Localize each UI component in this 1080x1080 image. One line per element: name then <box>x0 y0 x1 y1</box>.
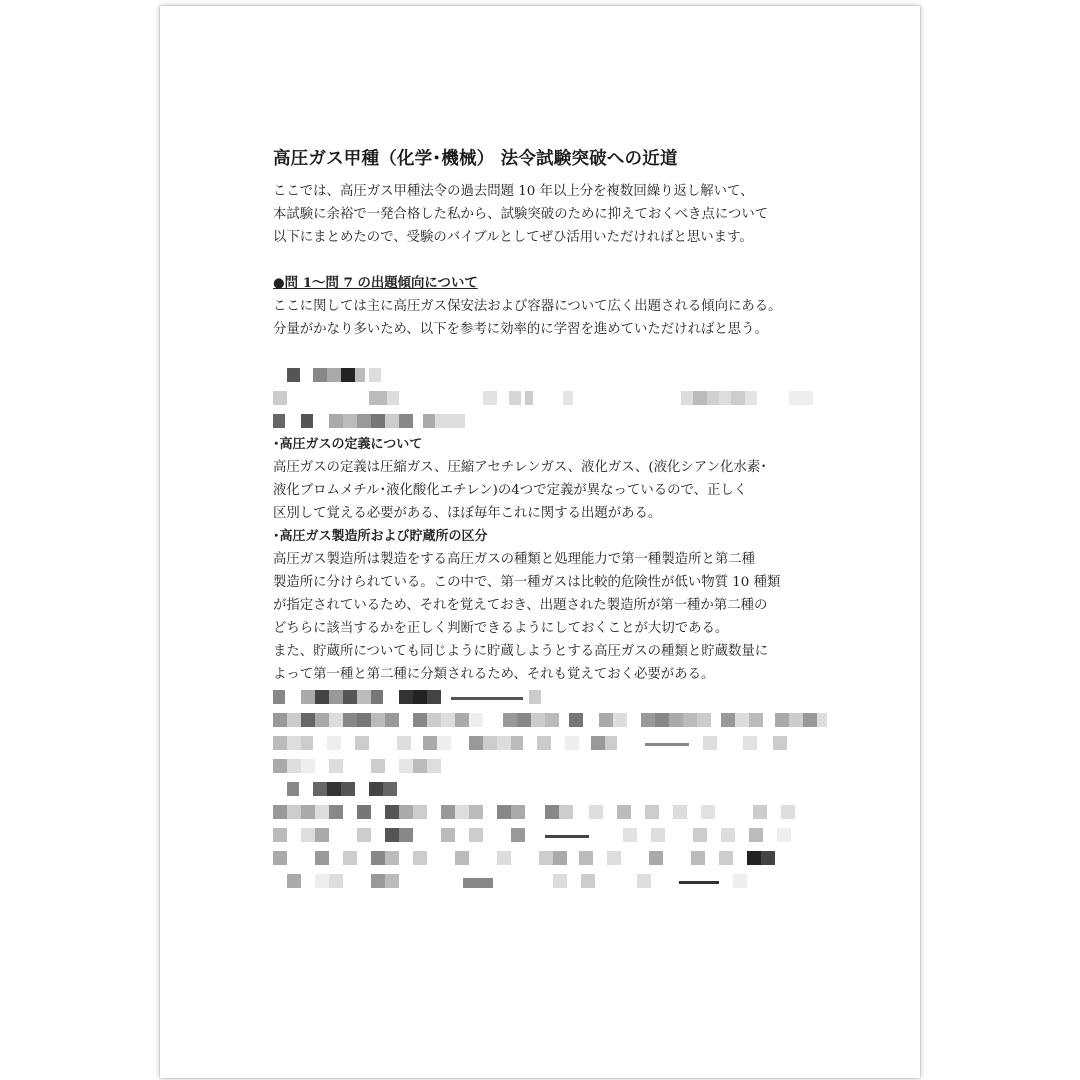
intro-line: 本試験に余裕で一発合格した私から、試験突破のために抑えておくべき点について <box>273 207 769 222</box>
document-body <box>273 145 813 893</box>
topic-line: 区別して覚える必要がある、ほぼ毎年これに関する出題がある。 <box>273 506 662 521</box>
intro-line: 以下にまとめたので、受験のバイブルとしてぜひ活用いただければと思います。 <box>273 230 753 245</box>
redacted-line <box>273 387 833 410</box>
section-line: 分量がかなり多いため、以下を参考に効率的に学習を進めていただければと思う。 <box>273 322 768 337</box>
section-heading: ●問 1～問 7 の出題傾向について <box>273 275 478 291</box>
redacted-block <box>273 686 813 893</box>
document-page <box>160 6 920 1078</box>
section-line: ここに関しては主に高圧ガス保安法および容器について広く出題される傾向にある。 <box>273 299 782 314</box>
intro-paragraph <box>273 180 813 249</box>
topic-heading: ･高圧ガス製造所および貯蔵所の区分 <box>273 529 488 544</box>
topic-line: よって第一種と第二種に分類されるため、それも覚えておく必要がある。 <box>273 667 715 682</box>
blank-line <box>273 341 813 364</box>
redacted-line <box>273 755 833 778</box>
redacted-line <box>273 732 833 755</box>
topic-line: 製造所に分けられている。この中で、第一種ガスは比較的危険性が低い物質 10 種類 <box>273 575 781 590</box>
topic-heading: ･高圧ガスの定義について <box>273 437 423 452</box>
topic-line: どちらに該当するかを正しく判断できるようにしておくことが大切である。 <box>273 621 729 636</box>
redacted-line <box>273 824 833 847</box>
redacted-block <box>273 364 813 433</box>
topic-line: 液化ブロムメチル･液化酸化エチレン)の4つで定義が異なっているので、正しく <box>273 483 748 498</box>
topic-line: 高圧ガスの定義は圧縮ガス、圧縮アセチレンガス、液化ガス、(液化シアン化水素･ <box>273 460 767 475</box>
redacted-line <box>273 778 833 801</box>
intro-line: ここでは、高圧ガス甲種法令の過去問題 10 年以上分を複数回繰り返し解いて、 <box>273 184 754 199</box>
document-title: 高圧ガス甲種（化学･機械） 法令試験突破への近道 <box>273 149 678 169</box>
topic-high-pressure-gas-definition <box>273 433 813 525</box>
redacted-line <box>273 847 833 870</box>
redacted-line <box>273 709 833 732</box>
redacted-line <box>273 364 833 387</box>
redacted-line <box>273 870 833 893</box>
section-questions-1-7 <box>273 272 813 341</box>
redacted-line <box>273 801 833 824</box>
topic-line: 高圧ガス製造所は製造をする高圧ガスの種類と処理能力で第一種製造所と第二種 <box>273 552 756 567</box>
blank-line <box>273 249 813 272</box>
redacted-line <box>273 410 833 433</box>
redacted-line <box>273 686 833 709</box>
topic-line: が指定されているため、それを覚えておき、出題された製造所が第一種か第二種の <box>273 598 768 613</box>
topic-facility-classification <box>273 525 813 686</box>
topic-line: また、貯蔵所についても同じように貯蔵しようとする高圧ガスの種類と貯蔵数量に <box>273 644 769 659</box>
